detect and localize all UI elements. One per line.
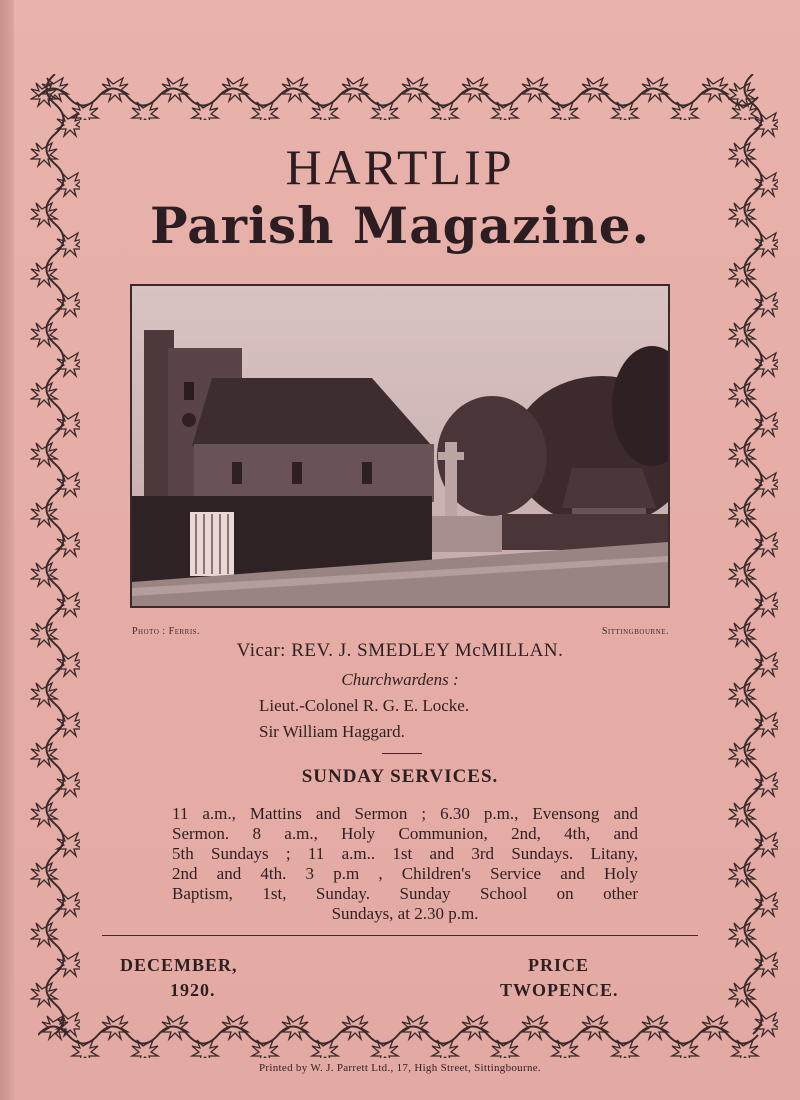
price-label: PRICE (528, 955, 590, 975)
printer-credit: Printed by W. J. Parrett Ltd., 17, High Street, Sittingbourne. (259, 1062, 541, 1074)
services-heading: SUNDAY SERVICES. (301, 766, 499, 787)
vine-border-top (38, 74, 772, 120)
photo-credit: Photo : Ferris. (132, 626, 201, 637)
vine-border-bottom (38, 1012, 772, 1058)
issue-month: DECEMBER, (120, 955, 238, 975)
magazine-title: HARTLIP (285, 139, 515, 195)
services-line: Sermon. 8 a.m., Holy Communion, 2nd, 4th, and (172, 824, 638, 843)
churchwarden-name: Lieut.-Colonel R. G. E. Locke. (259, 696, 470, 715)
price-value: TWOPENCE. (500, 980, 619, 1000)
church-photograph (130, 284, 670, 608)
services-line: 2nd and 4th. 3 p.m , Children's Service and Holy (172, 864, 638, 883)
services-line: Sundays, at 2.30 p.m. (331, 904, 479, 923)
services-line: 5th Sundays ; 11 a.m.. 1st and 3rd Sundays. Litany, (172, 844, 638, 863)
churchwarden-name: Sir William Haggard. (259, 722, 405, 741)
vicar-line: Vicar: REV. J. SMEDLEY McMILLAN. (236, 640, 564, 661)
churchwardens-heading: Churchwardens : (341, 670, 459, 689)
photo-location: Sittingbourne. (601, 626, 669, 637)
services-line: Baptism, 1st, Sunday. Sunday School on other (172, 884, 638, 903)
services-paragraph (172, 804, 638, 924)
magazine-subtitle: Parish Magazine. (150, 196, 650, 255)
divider (382, 753, 422, 754)
issue-year: 1920. (170, 980, 216, 1000)
divider (102, 935, 698, 936)
services-line: 11 a.m., Mattins and Sermon ; 6.30 p.m., Evensong and (172, 804, 638, 823)
